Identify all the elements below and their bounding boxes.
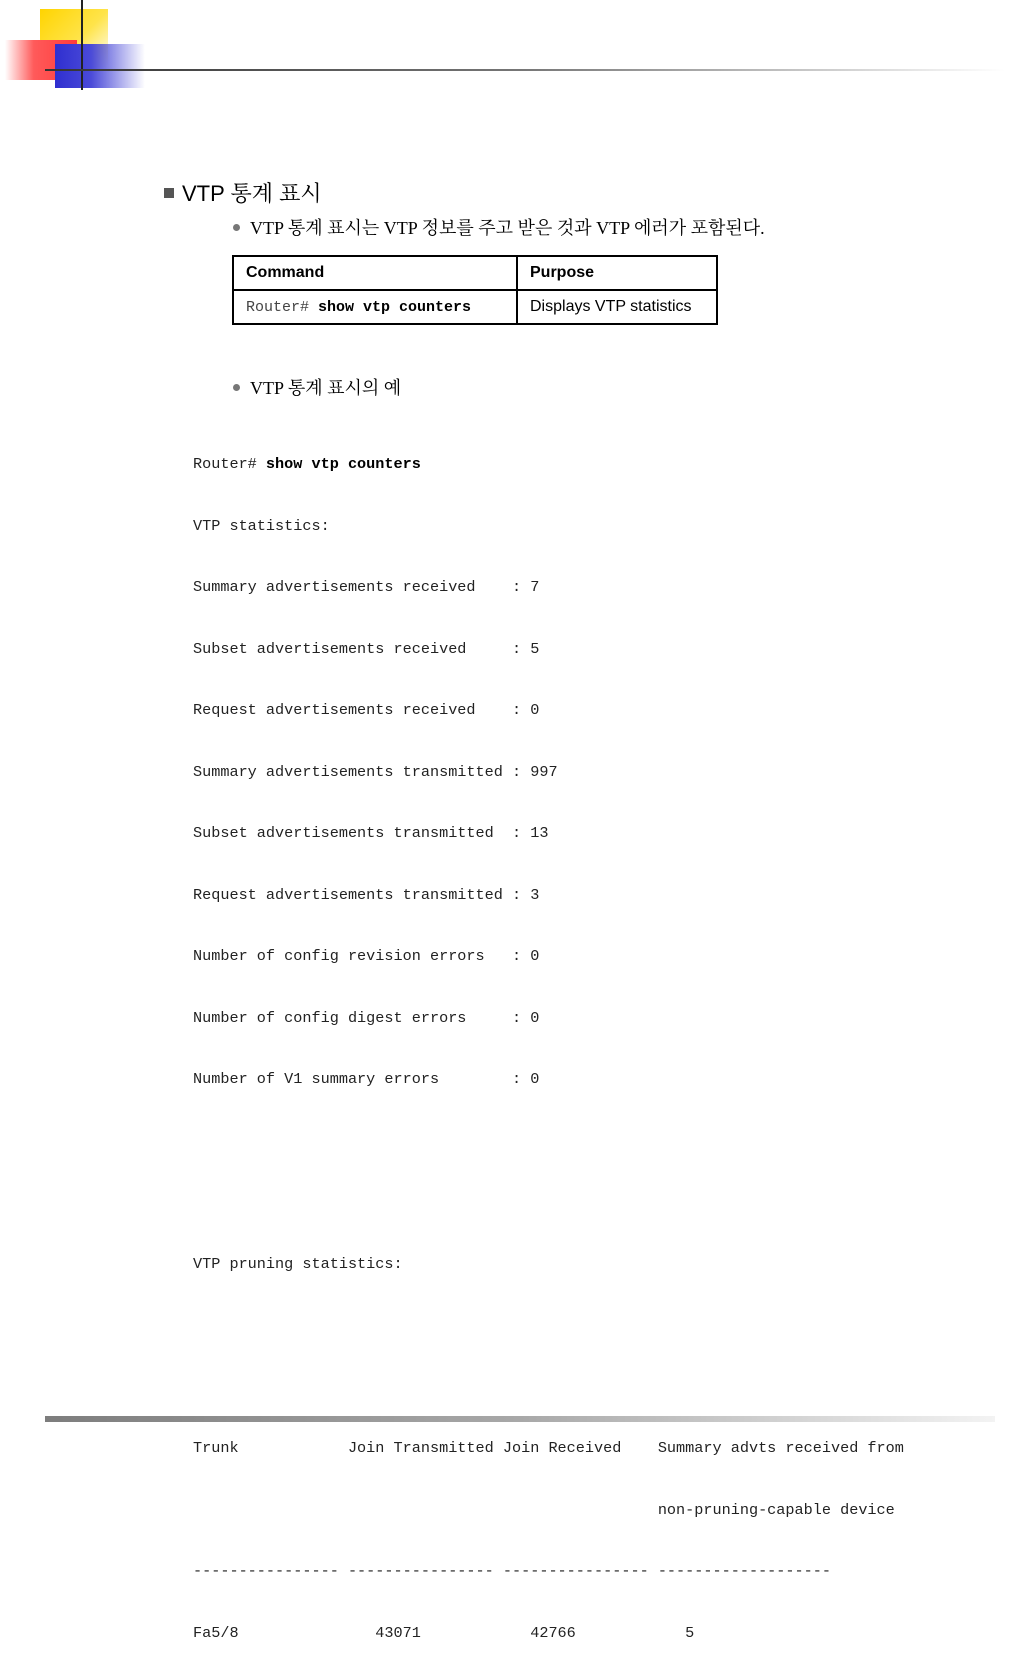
console-output <box>193 413 904 1664</box>
console-prompt: Router# <box>193 455 266 473</box>
console-line: non-pruning-capable device <box>193 1500 895 1519</box>
console-line: Request advertisements received : 0 <box>193 701 540 719</box>
logo-vertical-line <box>81 0 83 90</box>
table-row <box>233 290 717 324</box>
footer-rule <box>45 1416 995 1422</box>
console-line: Number of V1 summary errors : 0 <box>193 1070 540 1088</box>
console-line: Summary advertisements received : 7 <box>193 578 540 596</box>
console-line: VTP statistics: <box>193 516 330 535</box>
square-bullet-icon <box>164 188 174 198</box>
section-heading <box>164 177 322 208</box>
console-line <box>193 1377 904 1398</box>
table-header-row <box>233 256 717 290</box>
console-line <box>193 1131 904 1152</box>
console-line <box>193 1192 904 1213</box>
header-rule <box>45 69 1005 71</box>
command-cell <box>233 290 517 324</box>
purpose-cell: Displays VTP statistics <box>517 290 717 324</box>
console-line: ---------------- ---------------- ---------------- ------------------- <box>193 1562 831 1580</box>
round-bullet-icon <box>233 224 240 231</box>
console-line: Trunk Join Transmitted Join Received Summary advts received from <box>193 1439 904 1457</box>
console-line: Subset advertisements transmitted : 13 <box>193 824 549 842</box>
console-line: Fa5/8 43071 42766 5 <box>193 1623 695 1642</box>
bullet-text: VTP 통계 표시는 VTP 정보를 주고 받은 것과 VTP 에러가 포함된다. <box>250 218 765 238</box>
bullet-item-description <box>233 214 765 240</box>
logo-blue-bar <box>55 44 145 88</box>
console-line <box>193 1315 904 1336</box>
console-line: Number of config digest errors : 0 <box>193 1008 540 1027</box>
command-bold: show vtp counters <box>318 298 472 316</box>
column-header-purpose: Purpose <box>517 256 717 290</box>
console-line: Subset advertisements received : 5 <box>193 639 540 658</box>
console-line: Number of config revision errors : 0 <box>193 947 540 965</box>
command-table <box>232 255 718 325</box>
console-command-line <box>193 454 904 475</box>
heading-text: VTP 통계 표시 <box>182 181 322 206</box>
console-line: Summary advertisements transmitted : 997 <box>193 762 558 781</box>
bullet-item-example <box>233 374 401 400</box>
console-line: VTP pruning statistics: <box>193 1254 403 1273</box>
command-prefix: Router# <box>246 298 319 316</box>
bullet-text: VTP 통계 표시의 예 <box>250 378 402 398</box>
column-header-command: Command <box>233 256 517 290</box>
console-line: Request advertisements transmitted : 3 <box>193 885 540 904</box>
console-command: show vtp counters <box>265 455 421 473</box>
round-bullet-icon <box>233 384 240 391</box>
